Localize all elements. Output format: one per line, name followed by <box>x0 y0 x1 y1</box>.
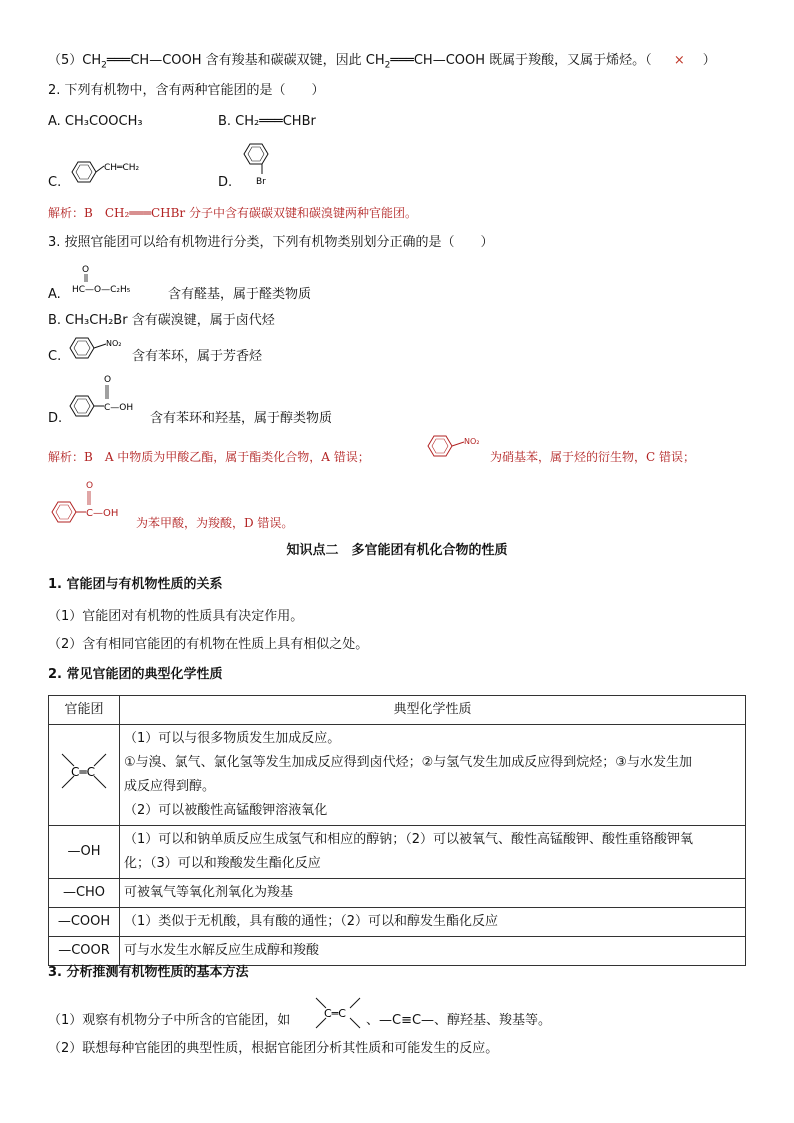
q3-option-c-label: C. <box>48 349 62 364</box>
table-header-row <box>49 696 746 725</box>
alkene-label: C═C <box>71 764 95 779</box>
q3-option-b: B. CH₃CH₂Br 含有碳溴键，属于卤代烃 <box>48 313 275 328</box>
q2-option-d-label: D. <box>218 175 233 190</box>
benzoic-acid-structure-analysis <box>48 478 138 532</box>
group-cell-coor: —COOR <box>49 937 120 966</box>
ester-o-label: O <box>82 265 90 275</box>
q3-stem: 3. 按照官能团可以给有机物进行分类，下列有机物类别划分正确的是（ ） <box>48 235 494 250</box>
ester-formula: HC—O—C₂H₅ <box>72 285 131 295</box>
q2-stem: 2. 下列有机物中，含有两种官能团的是（ ） <box>48 83 325 98</box>
section-title: 知识点二 多官能团有机化合物的性质 <box>286 543 508 558</box>
table-row <box>49 937 746 966</box>
q3-analysis-1: 解析：B A 中物质为甲酸乙酯，属于酯类化合物，A 错误； <box>48 450 370 464</box>
q1-text-a: （5）CH <box>48 53 102 68</box>
q1-text-b: ═══CH—COOH 含有羧基和碳碳双键，因此 CH <box>106 53 385 68</box>
q3-option-d-text: 含有苯环和羟基，属于醇类物质 <box>150 411 333 426</box>
table-row <box>49 826 746 879</box>
acid-formula-d: C—OH <box>104 403 134 413</box>
group-cell-oh: —OH <box>49 826 120 879</box>
section3-p1a: （1）观察有机物分子中所含的官能团，如 <box>48 1013 291 1028</box>
q2-analysis: 解析：B CH₂═══CHBr 分子中含有碳碳双键和碳溴键两种官能团。 <box>48 206 417 220</box>
props-cell-alkene <box>120 725 746 826</box>
table-row <box>49 908 746 937</box>
table-cell-text: （1）可以和钠单质反应生成氢气和相应的醇钠；（2）可以被氧气、酸性高锰酸钾、酸性重铬酸钾氧 <box>124 832 694 847</box>
benzoic-acid-structure-d <box>66 372 150 424</box>
alkene-inline-label: C═C <box>324 1007 346 1020</box>
table-cell-text: （2）可以被酸性高锰酸钾溶液氧化 <box>124 803 328 818</box>
q3-analysis-1b: 为硝基苯，属于烃的衍生物，C 错误； <box>490 450 695 464</box>
nitro-label-analysis: NO₂ <box>464 437 480 446</box>
table-cell-text: 成反应得到醇。 <box>124 779 216 794</box>
q2-option-c-label: C. <box>48 175 62 190</box>
bromo-label: Br <box>256 177 266 187</box>
q1-item5: $(5)CH_2═══CH—COOH$ 含有羧基和碳碳双键，因此 $CH_2═══CH—COOH$ 既属于羧酸，又属于烯烃。（ × ） <box>48 53 716 71</box>
acid-o-label-analysis: O <box>86 481 94 491</box>
table-header-props: 典型化学性质 <box>120 696 746 725</box>
group-cell-alkene <box>49 725 120 826</box>
ethyl-formate-structure <box>68 260 164 300</box>
props-cell-oh <box>120 826 746 879</box>
section3-h3: 3. 分析推测有机物性质的基本方法 <box>48 965 249 980</box>
table-header-group: 官能团 <box>49 696 120 725</box>
table-cell-text: ①与溴、氯气、氯化氢等发生加成反应得到卤代烃；②与氢气发生加成反应得到烷烃；③与水发生加 <box>124 755 692 770</box>
group-cell-cho: —CHO <box>49 879 120 908</box>
q1-close: ） <box>702 53 716 68</box>
q3-analysis-2: 为苯甲酸，为羧酸，D 错误。 <box>136 516 294 530</box>
q3-option-a-text: 含有醛基，属于醛类物质 <box>168 287 312 302</box>
group-cell-cooh: —COOH <box>49 908 120 937</box>
section-h1: 1. 官能团与有机物性质的关系 <box>48 577 223 592</box>
nitro-label: NO₂ <box>106 339 122 348</box>
q2-option-a: A. CH₃COOCH₃ <box>48 114 143 129</box>
functional-group-table <box>48 695 746 966</box>
bromobenzene-structure <box>240 138 280 188</box>
table-row <box>49 725 746 826</box>
acid-formula-analysis: C—OH <box>86 508 119 519</box>
table-row <box>49 879 746 908</box>
q2-option-b: B. CH₂═══CHBr <box>218 114 316 129</box>
section3-p1b: 、—C≡C—、醇羟基、羧基等。 <box>366 1013 552 1028</box>
section3-p2: （2）联想每种官能团的典型性质，根据官能团分析其性质和可能发生的反应。 <box>48 1041 499 1056</box>
q3-option-d-label: D. <box>48 411 63 426</box>
alkene-inline-structure <box>310 994 366 1034</box>
alkene-group-structure <box>56 746 112 796</box>
q3-option-c-text: 含有苯环，属于芳香烃 <box>132 349 263 364</box>
q1-text-c: ═══CH—COOH 既属于羧酸，又属于烯烃。（ <box>390 53 652 68</box>
table-cell-text: 化；（3）可以和羧酸发生酯化反应 <box>124 856 321 871</box>
props-cell-cooh: （1）类似于无机酸，具有酸的通性；（2）可以和醇发生酯化反应 <box>120 908 746 937</box>
props-cell-cho: 可被氧气等氧化剂氧化为羧基 <box>120 879 746 908</box>
props-cell-coor: 可与水发生水解反应生成醇和羧酸 <box>120 937 746 966</box>
styrene-label: CH═CH₂ <box>104 163 140 173</box>
nitrobenzene-structure-analysis <box>424 432 486 466</box>
section-p1: （1）官能团对有机物的性质具有决定作用。 <box>48 609 304 624</box>
styrene-structure <box>64 152 174 192</box>
wrong-mark: × <box>673 53 685 68</box>
section-h2: 2. 常见官能团的典型化学性质 <box>48 667 223 682</box>
acid-o-label-d: O <box>104 375 112 385</box>
nitrobenzene-structure <box>66 334 132 368</box>
table-cell-text: （1）可以与很多物质发生加成反应。 <box>124 731 341 746</box>
section-p2: （2）含有相同官能团的有机物在性质上具有相似之处。 <box>48 637 369 652</box>
q3-option-a-label: A. <box>48 287 61 302</box>
